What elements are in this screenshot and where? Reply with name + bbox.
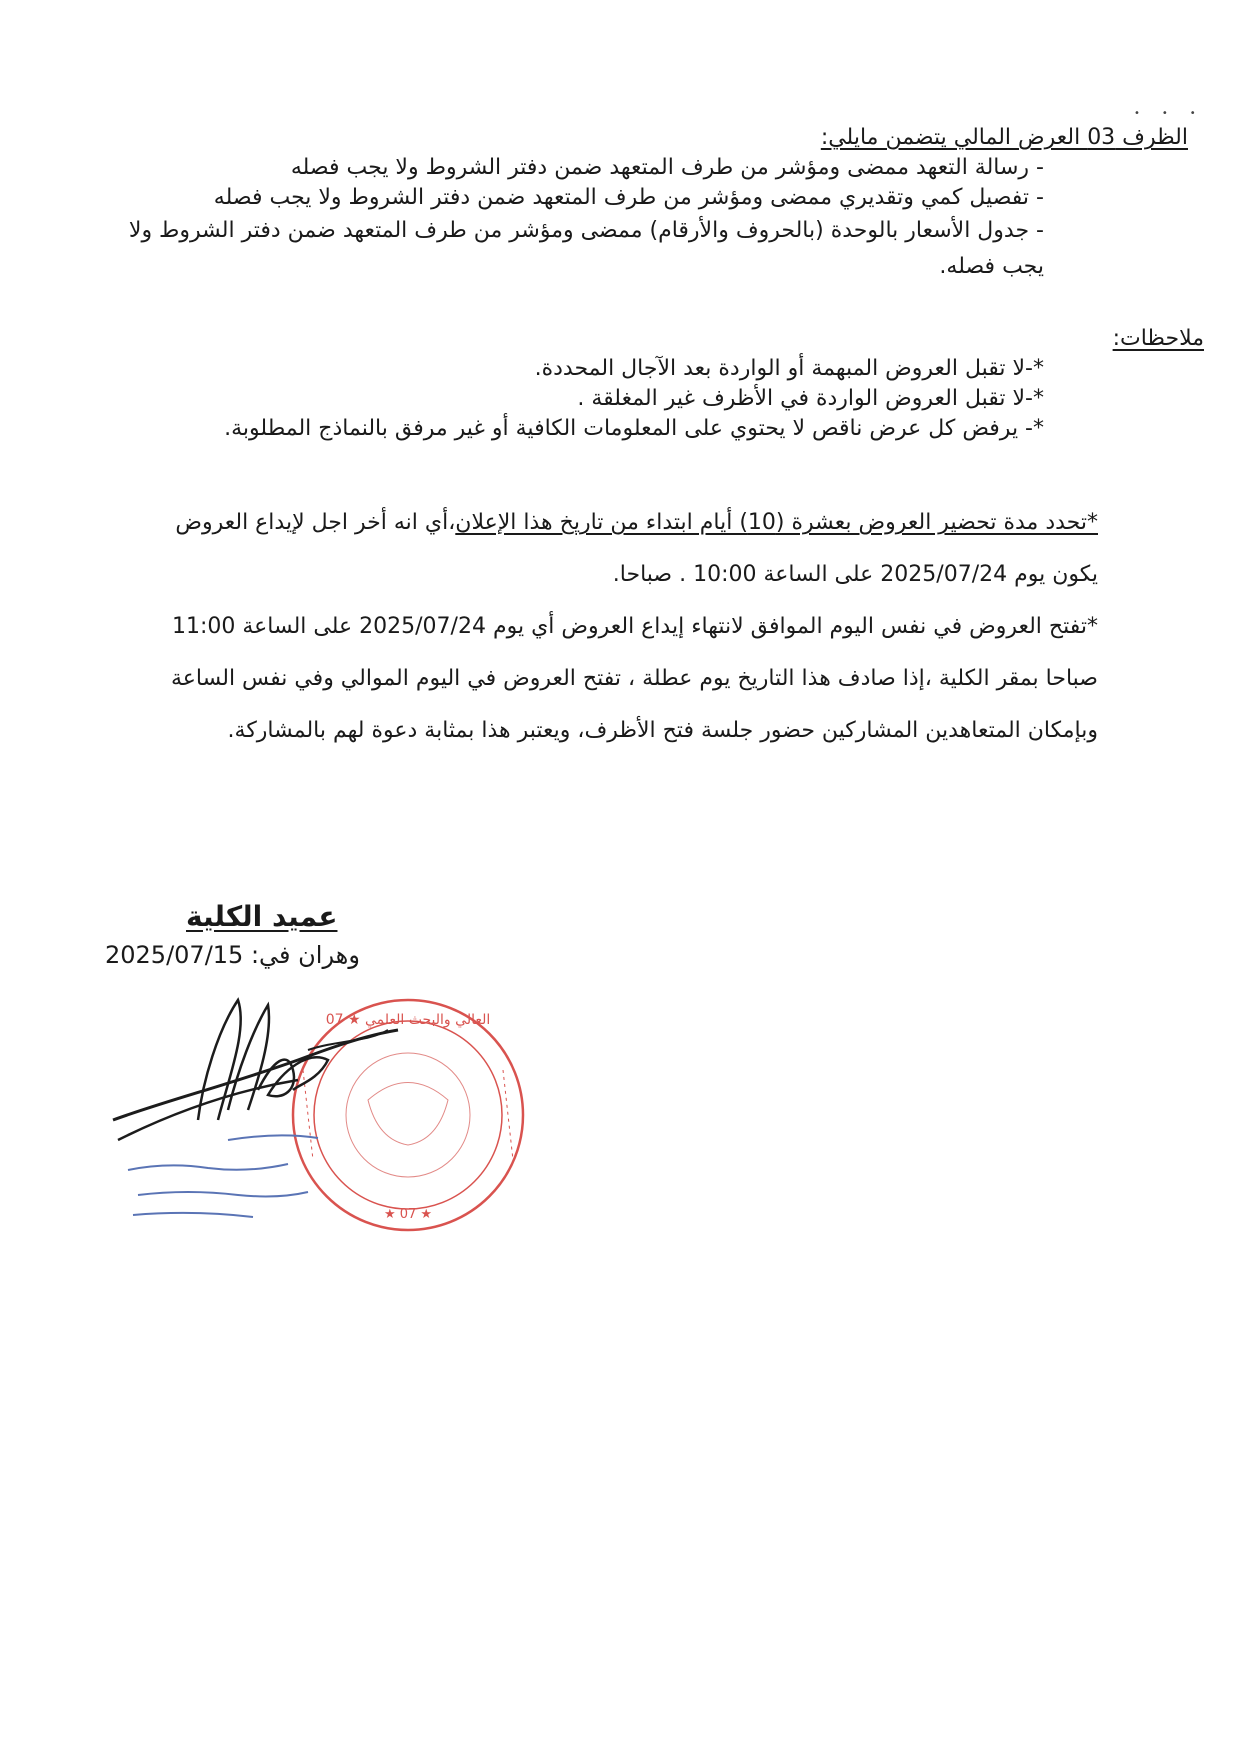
stamp-ring-text-bottom: ★ 07 ★	[383, 1207, 433, 1222]
note-item: *-لا تقبل العروض المبهمة أو الواردة بعد الآجال المحددة.	[534, 356, 1044, 381]
official-stamp	[293, 1000, 523, 1230]
note-item: *- يرفض كل عرض ناقص لا يحتوي على المعلومات الكافية أو غير مرفق بالنماذج المطلوبة.	[224, 416, 1044, 441]
deadline-paragraph	[118, 497, 1098, 549]
envelope-item: - تفصيل كمي وتقديري ممضى ومؤشر من طرف المتعهد ضمن دفتر الشروط ولا يجب فصله	[213, 185, 1044, 210]
envelope-item: - جدول الأسعار بالوحدة (بالحروف والأرقام) ممضى ومؤشر من طرف المتعهد ضمن دفتر الشروط ولا يجب فصله.	[128, 218, 1044, 279]
deadline-date-line: يكون يوم 2025/07/24 على الساعة 10:00 . صباحا.	[612, 562, 1098, 587]
opening-line: صباحا بمقر الكلية ،إذا صادف هذا التاريخ يوم عطلة ، تفتح العروض في اليوم الموالي وفي نفس الساعة	[170, 666, 1098, 691]
notes-title: ملاحظات:	[1112, 326, 1204, 351]
financial-envelope-section	[104, 123, 1188, 285]
envelope-item: - رسالة التعهد ممضى ومؤشر من طرف المتعهد ضمن دفتر الشروط ولا يجب فصله	[290, 155, 1044, 180]
note-item: *-لا تقبل العروض الواردة في الأظرف غير المغلقة .	[577, 386, 1044, 411]
dean-title: عميد الكلية	[186, 900, 338, 933]
deadline-rest: ،أي انه أخر اجل لإيداع العروض	[175, 510, 456, 535]
deadline-underlined: *تحدد مدة تحضير العروض بعشرة (10) أيام ابتداء من تاريخ هذا الإعلان	[455, 510, 1098, 535]
dean-handwritten-title	[128, 1135, 318, 1217]
page-corner-dots: •••	[1134, 108, 1218, 119]
notes-section	[104, 324, 1204, 444]
opening-line: وبإمكان المتعاهدين المشاركين حضور جلسة فتح الأظرف، ويعتبر هذا بمثابة دعوة لهم بالمشاركة.	[227, 718, 1098, 743]
signing-place-date: وهران في: 2025/07/15	[105, 941, 360, 969]
official-stamp-and-signature	[108, 990, 528, 1240]
stamp-ring-text: العالي والبحث العلمي ★ 07	[325, 1012, 491, 1028]
deadline-section	[118, 497, 1098, 757]
opening-line: *تفتح العروض في نفس اليوم الموافق لانتهاء إيداع العروض أي يوم 2025/07/24 على الساعة 11:00	[171, 614, 1098, 639]
envelope-title: الظرف 03 العرض المالي يتضمن مايلي:	[820, 125, 1188, 150]
